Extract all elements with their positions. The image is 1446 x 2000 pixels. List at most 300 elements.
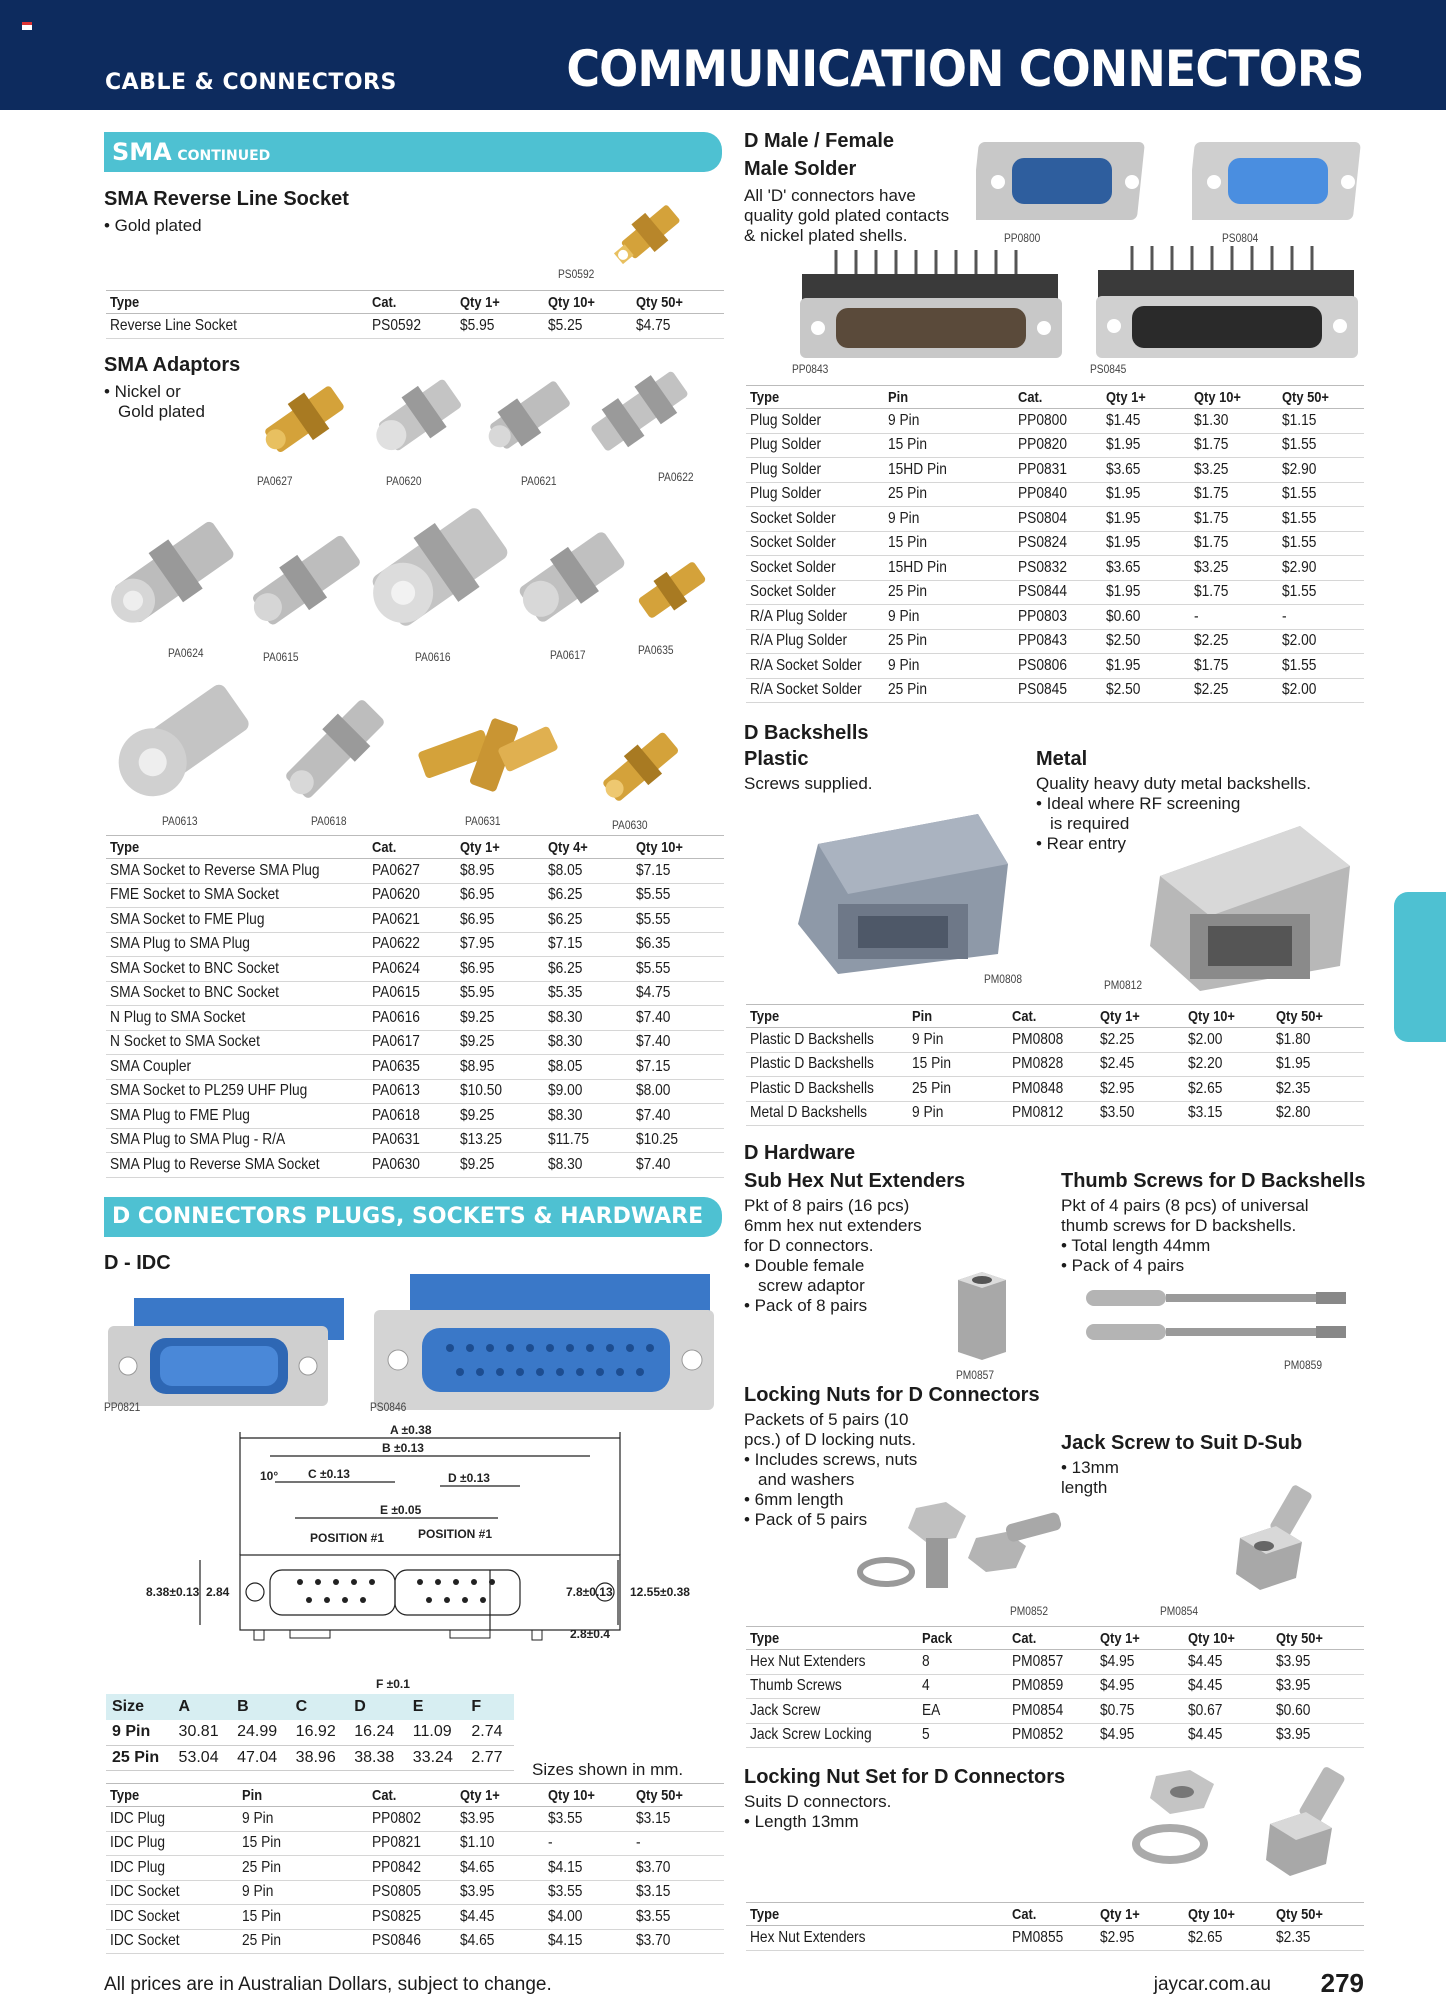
table-cell: R/A Plug Solder (746, 605, 884, 630)
side-tab (1394, 892, 1446, 1042)
table-cell: PM0828 (1008, 1052, 1096, 1077)
size-cell: 9 Pin (106, 1720, 173, 1745)
table-cell: 9 Pin (908, 1028, 1008, 1053)
table-cell: $2.95 (1096, 1077, 1184, 1102)
table-cell: $2.50 (1102, 629, 1190, 654)
table-cell: $7.40 (632, 1153, 724, 1178)
table-cell: $2.50 (1102, 678, 1190, 703)
plastic-backshell-image (778, 804, 1018, 984)
section-title: CABLE & CONNECTORS (105, 70, 397, 95)
table-cell: PP0820 (1014, 433, 1102, 458)
table-cell: Thumb Screws (746, 1674, 918, 1699)
caption-pa0617: PA0617 (550, 648, 586, 662)
table-cell: $2.20 (1184, 1052, 1272, 1077)
table-cell: $4.95 (1096, 1674, 1184, 1699)
table-cell: N Socket to SMA Socket (106, 1030, 368, 1055)
table-cell: $8.05 (544, 1055, 632, 1080)
hardware-table: Type Pack Cat. Qty 1+ Qty 10+ Qty 50+ Hex Nut Extenders 8 PM0857 $4.95 $4.45 $3.95 Thumb Screws 4 PM0859 $4.95 $4.45 $3.95 Jack Screw EA PM0854 $0.75 $0.67 $0.60 Jack Screw Locking 5 PM0852 $4.95 $4.45 $3.95 (746, 1626, 1364, 1748)
svg-text:8.38±0.13: 8.38±0.13 (146, 1585, 200, 1599)
table-cell: - (544, 1831, 632, 1856)
svg-text:POSITION #1: POSITION #1 (418, 1527, 493, 1541)
adaptor-image-pa0616 (365, 492, 515, 642)
size-row (106, 1720, 514, 1745)
table-cell: $1.55 (1278, 580, 1364, 605)
table-row (106, 932, 724, 957)
table-row (746, 556, 1364, 581)
d-plug-image-pp0800 (976, 132, 1150, 228)
adaptor-image-pa0635 (632, 550, 712, 630)
size-cell: 38.96 (290, 1745, 349, 1770)
table-cell: $7.95 (456, 932, 544, 957)
lock-nut-set-desc: Suits D connectors. • Length 13mm (744, 1792, 892, 1831)
jack-screw-image (1220, 1482, 1340, 1598)
table-cell: $5.95 (456, 314, 544, 339)
table-row (106, 1128, 724, 1153)
table-cell: Plastic D Backshells (746, 1052, 908, 1077)
adaptor-image-pa0622 (580, 352, 700, 472)
table-row (106, 1905, 724, 1930)
footer-disclaimer: All prices are in Australian Dollars, subject to change. (104, 1974, 552, 1995)
table-cell: $6.35 (632, 932, 724, 957)
backshells-plastic-desc: Screws supplied. (744, 774, 873, 793)
table-cell: 9 Pin (238, 1807, 368, 1832)
table-cell: $6.25 (544, 957, 632, 982)
table-row (746, 1926, 1364, 1951)
lock-nut-set-image (1110, 1764, 1370, 1894)
caption-ps0846: PS0846 (370, 1400, 407, 1414)
table-cell: Socket Solder (746, 507, 884, 532)
table-cell: $1.95 (1102, 654, 1190, 679)
table-cell: PA0631 (368, 1128, 456, 1153)
adaptor-image-pa0615 (242, 516, 372, 646)
table-cell: $0.67 (1184, 1699, 1272, 1724)
svg-text:10°: 10° (260, 1469, 279, 1483)
caption-ps0592: PS0592 (558, 267, 595, 281)
svg-text:2.84: 2.84 (206, 1585, 230, 1599)
table-cell: PP0842 (368, 1856, 456, 1881)
table-cell: $2.65 (1184, 1926, 1272, 1951)
table-cell: $2.00 (1278, 629, 1364, 654)
table-cell: Hex Nut Extenders (746, 1650, 918, 1675)
sma-reverse-table: Type Cat. Qty 1+ Qty 10+ Qty 50+ Reverse Line Socket PS0592 $5.95 $5.25 $4.75 (106, 290, 724, 339)
caption-pm0812: PM0812 (1104, 978, 1142, 992)
dmale-subtitle: Male Solder (744, 158, 857, 180)
size-cell: 47.04 (231, 1745, 290, 1770)
table-cell: 15 Pin (908, 1052, 1008, 1077)
table-cell: $8.30 (544, 1030, 632, 1055)
table-cell: Socket Solder (746, 556, 884, 581)
caption-pp0843: PP0843 (792, 362, 829, 376)
table-cell: SMA Socket to Reverse SMA Plug (106, 859, 368, 884)
d-ra-socket-image-ps0845 (1092, 242, 1362, 362)
lock-nut-set-table: Type Cat. Qty 1+ Qty 10+ Qty 50+ Hex Nut Extenders PM0855 $2.95 $2.65 $2.35 (746, 1902, 1364, 1951)
table-cell: $4.95 (1096, 1650, 1184, 1675)
table-cell: 8 (918, 1650, 1008, 1675)
svg-text:C ±0.13: C ±0.13 (308, 1467, 350, 1481)
table-row (106, 1807, 724, 1832)
table-cell: 9 Pin (884, 507, 1014, 532)
thumb-screws-desc: Pkt of 4 pairs (8 pcs) of universal thumb screws for D backshells. • Total length 44mm • Pack of 4 pairs (1061, 1196, 1309, 1275)
table-cell: 25 Pin (884, 580, 1014, 605)
table-cell: $7.40 (632, 1104, 724, 1129)
adaptor-image-pa0624 (104, 502, 244, 642)
adaptor-image-pa0617 (512, 512, 632, 642)
table-cell: $3.95 (1272, 1674, 1364, 1699)
table-cell: PM0812 (1008, 1101, 1096, 1126)
adaptor-image-pa0630 (590, 716, 690, 816)
table-cell: $2.90 (1278, 458, 1364, 483)
table-cell: $6.95 (456, 957, 544, 982)
idc-table: Type Pin Cat. Qty 1+ Qty 10+ Qty 50+ IDC Plug 9 Pin PP0802 $3.95 $3.55 $3.15 IDC Plug 15 Pin PP0821 $1.10 - - IDC Plug 25 Pin PP0842 $4.65 $4.15 $3.70 IDC Socket 9 Pin PS0805 $3.95 $3.55 $3.15 IDC Socket 15 Pin PS0825 $4.45 $4.00 $3.55 IDC Socket 25 Pin PS0846 $4.65 $4.15 $3.70 (106, 1783, 724, 1954)
size-cell: 24.99 (231, 1720, 290, 1745)
locking-nuts-title: Locking Nuts for D Connectors (744, 1384, 1040, 1406)
table-row (106, 1055, 724, 1080)
table-row (746, 1101, 1364, 1126)
table-cell: PS0824 (1014, 531, 1102, 556)
table-cell: 15 Pin (238, 1905, 368, 1930)
table-cell: - (632, 1831, 724, 1856)
table-cell: $3.25 (1190, 556, 1278, 581)
table-cell: Plug Solder (746, 482, 884, 507)
table-cell: 15 Pin (884, 433, 1014, 458)
table-row (746, 1028, 1364, 1053)
table-cell: SMA Socket to FME Plug (106, 908, 368, 933)
table-cell: $2.80 (1272, 1101, 1364, 1126)
table-cell: 9 Pin (884, 409, 1014, 434)
table-cell: IDC Socket (106, 1929, 238, 1954)
flag-icon (22, 22, 32, 30)
table-cell: $4.65 (456, 1929, 544, 1954)
table-cell: SMA Plug to SMA Plug - R/A (106, 1128, 368, 1153)
table-cell: $6.95 (456, 883, 544, 908)
table-cell: PA0620 (368, 883, 456, 908)
table-cell: $1.55 (1278, 433, 1364, 458)
table-cell: $1.75 (1190, 482, 1278, 507)
table-cell: $7.15 (544, 932, 632, 957)
table-cell: $4.15 (544, 1929, 632, 1954)
table-cell: $9.25 (456, 1104, 544, 1129)
svg-text:2.8±0.4: 2.8±0.4 (570, 1627, 610, 1641)
table-row (106, 314, 724, 339)
table-cell: IDC Socket (106, 1880, 238, 1905)
table-cell: 9 Pin (884, 654, 1014, 679)
idc-socket-image (370, 1262, 720, 1422)
table-cell: $4.65 (456, 1856, 544, 1881)
table-cell: PP0831 (1014, 458, 1102, 483)
footer-site-link[interactable]: jaycar.com.au (1153, 1974, 1271, 1995)
table-cell: PP0803 (1014, 605, 1102, 630)
locking-nuts-image (856, 1498, 1066, 1608)
table-cell: PS0844 (1014, 580, 1102, 605)
table-cell: PS0846 (368, 1929, 456, 1954)
table-cell: $8.95 (456, 859, 544, 884)
table-cell: PS0832 (1014, 556, 1102, 581)
table-cell: $1.55 (1278, 482, 1364, 507)
table-cell: $8.30 (544, 1153, 632, 1178)
hex-extenders-title: Sub Hex Nut Extenders (744, 1170, 966, 1192)
table-row (746, 531, 1364, 556)
table-row (746, 1674, 1364, 1699)
caption-pa0627: PA0627 (257, 474, 293, 488)
table-cell: PM0854 (1008, 1699, 1096, 1724)
table-cell: $1.95 (1102, 531, 1190, 556)
adaptor-image-pa0621 (475, 360, 585, 470)
caption-pa0621: PA0621 (521, 474, 557, 488)
table-cell: R/A Plug Solder (746, 629, 884, 654)
table-cell: 25 Pin (884, 629, 1014, 654)
table-cell: FME Socket to SMA Socket (106, 883, 368, 908)
table-row (746, 507, 1364, 532)
table-row (106, 1929, 724, 1954)
svg-text:D ±0.13: D ±0.13 (448, 1471, 490, 1485)
table-cell: PP0800 (1014, 409, 1102, 434)
size-cell: 33.24 (407, 1745, 466, 1770)
table-cell: SMA Socket to BNC Socket (106, 981, 368, 1006)
size-cell: 2.74 (465, 1720, 514, 1745)
table-cell: $4.75 (632, 314, 724, 339)
table-cell: PA0618 (368, 1104, 456, 1129)
table-cell: 9 Pin (884, 605, 1014, 630)
table-cell: $7.40 (632, 1030, 724, 1055)
table-row (746, 678, 1364, 703)
table-cell: $9.25 (456, 1153, 544, 1178)
table-cell: $1.55 (1278, 654, 1364, 679)
svg-text:F ±0.1: F ±0.1 (376, 1677, 410, 1690)
caption-pa0613: PA0613 (162, 814, 198, 828)
table-cell: 4 (918, 1674, 1008, 1699)
metal-backshell-image (1130, 806, 1366, 996)
table-cell: PA0630 (368, 1153, 456, 1178)
table-cell: $3.15 (632, 1807, 724, 1832)
size-cell: 30.81 (173, 1720, 232, 1745)
table-cell: $0.75 (1096, 1699, 1184, 1724)
svg-text:7.8±0.13: 7.8±0.13 (566, 1585, 613, 1599)
table-cell: $1.10 (456, 1831, 544, 1856)
table-cell: $2.25 (1096, 1028, 1184, 1053)
table-cell: PP0840 (1014, 482, 1102, 507)
table-cell: $7.15 (632, 859, 724, 884)
table-row (106, 1079, 724, 1104)
table-cell: Plug Solder (746, 409, 884, 434)
table-cell: PA0627 (368, 859, 456, 884)
table-cell: $9.25 (456, 1006, 544, 1031)
table-cell: PA0616 (368, 1006, 456, 1031)
table-cell: $4.45 (1184, 1723, 1272, 1748)
table-row (746, 654, 1364, 679)
table-cell: PS0825 (368, 1905, 456, 1930)
table-cell: $2.25 (1190, 629, 1278, 654)
caption-pa0622: PA0622 (658, 470, 694, 484)
table-cell: $8.05 (544, 859, 632, 884)
table-cell: Socket Solder (746, 531, 884, 556)
sma-reverse-socket-image (600, 186, 700, 276)
table-cell: $1.95 (1102, 433, 1190, 458)
table-row (746, 1650, 1364, 1675)
page-title: COMMUNICATION CONNECTORS (566, 40, 1364, 98)
table-cell: $4.95 (1096, 1723, 1184, 1748)
caption-pm0859: PM0859 (1284, 1358, 1322, 1372)
table-cell: $4.00 (544, 1905, 632, 1930)
hex-nut-extender-image (946, 1268, 1018, 1364)
caption-pm0857: PM0857 (956, 1368, 994, 1382)
idc-dimension-drawing (140, 1420, 700, 1690)
table-cell: $3.25 (1190, 458, 1278, 483)
table-cell: $5.55 (632, 883, 724, 908)
table-cell: R/A Socket Solder (746, 678, 884, 703)
sma-adaptors-table: Type Cat. Qty 1+ Qty 4+ Qty 10+ SMA Socket to Reverse SMA Plug PA0627 $8.95 $8.05 $7.15 FME Socket to SMA Socket PA0620 $6.95 $6.25 $5.55 SMA Socket to FME Plug PA0621 $6.95 $6.25 $5.55 SMA Plug to SMA Plug PA0622 $7.95 $7.15 $6.35 SMA Socket to BNC Socket PA0624 $6.95 $6.25 $5.55 SMA Socket to BNC Socket PA0615 $5.95 $5.35 $4.75 N Plug to SMA Socket PA0616 $9.25 $8.30 $7.40 N Socket to SMA Socket PA0617 $9.25 $8.30 $7.40 SMA Coupler PA0635 $8.95 $8.05 $7.15 SMA Socket to PL259 UHF Plug PA0613 $10.50 $9.00 $8.00 SMA Plug to FME Plug PA0618 $9.25 $8.30 $7.40 SMA Plug to SMA Plug - R/A PA0631 $13.25 $11.75 $10.25 SMA Plug to Reverse SMA Socket PA0630 $9.25 $8.30 $7.40 (106, 835, 724, 1178)
table-cell: 25 Pin (908, 1077, 1008, 1102)
d-connectors-banner: D CONNECTORS PLUGS, SOCKETS & HARDWARE (104, 1197, 722, 1237)
table-cell: $1.95 (1102, 507, 1190, 532)
table-cell: 15HD Pin (884, 556, 1014, 581)
caption-pa0624: PA0624 (168, 646, 204, 660)
table-cell: $3.50 (1096, 1101, 1184, 1126)
table-cell: $3.55 (544, 1880, 632, 1905)
thumb-screws-title: Thumb Screws for D Backshells (1061, 1170, 1366, 1192)
hex-extenders-desc: Pkt of 8 pairs (16 pcs) 6mm hex nut extenders for D connectors. • Double female screw adaptor • Pack of 8 pairs (744, 1196, 922, 1315)
table-cell: 5 (918, 1723, 1008, 1748)
table-cell: Reverse Line Socket (106, 314, 368, 339)
table-cell: $6.25 (544, 883, 632, 908)
table-cell: $9.25 (456, 1030, 544, 1055)
table-cell: PA0621 (368, 908, 456, 933)
table-cell: $2.25 (1190, 678, 1278, 703)
caption-pa0620: PA0620 (386, 474, 422, 488)
table-cell: PA0617 (368, 1030, 456, 1055)
table-cell: Socket Solder (746, 580, 884, 605)
table-cell: $5.55 (632, 957, 724, 982)
table-row (106, 1831, 724, 1856)
d-socket-image-ps0804 (1192, 132, 1366, 228)
caption-pm0854: PM0854 (1160, 1604, 1198, 1618)
table-cell: $10.50 (456, 1079, 544, 1104)
table-cell: $4.45 (1184, 1650, 1272, 1675)
table-cell: $1.80 (1272, 1028, 1364, 1053)
idc-size-table: Size A B C D E F 9 Pin 30.81 24.99 16.92 16.24 11.09 2.74 25 Pin 53.04 47.04 38.96 38.38 33.24 2.77 (106, 1694, 514, 1771)
dmale-table: Type Pin Cat. Qty 1+ Qty 10+ Qty 50+ Plug Solder 9 Pin PP0800 $1.45 $1.30 $1.15 Plug Solder 15 Pin PP0820 $1.95 $1.75 $1.55 Plug Solder 15HD Pin PP0831 $3.65 $3.25 $2.90 Plug Solder 25 Pin PP0840 $1.95 $1.75 $1.55 Socket Solder 9 Pin PS0804 $1.95 $1.75 $1.55 Socket Solder 15 Pin PS0824 $1.95 $1.75 $1.55 Socket Solder 15HD Pin PS0832 $3.65 $3.25 $2.90 Socket Solder 25 Pin PS0844 $1.95 $1.75 $1.55 R/A Plug Solder 9 Pin PP0803 $0.60 - - R/A Plug Solder 25 Pin PP0843 $2.50 $2.25 $2.00 R/A Socket Solder 9 Pin PS0806 $1.95 $1.75 $1.55 R/A Socket Solder 25 Pin PS0845 $2.50 $2.25 $2.00 (746, 385, 1364, 703)
table-cell: $3.70 (632, 1929, 724, 1954)
table-cell: IDC Plug (106, 1831, 238, 1856)
size-cell: 16.92 (290, 1720, 349, 1745)
table-cell: $8.30 (544, 1006, 632, 1031)
table-cell: Plastic D Backshells (746, 1028, 908, 1053)
table-cell: $3.95 (456, 1807, 544, 1832)
table-cell: PM0852 (1008, 1723, 1096, 1748)
table-cell: Plug Solder (746, 433, 884, 458)
caption-ps0804: PS0804 (1222, 231, 1259, 245)
page-header (0, 0, 1446, 110)
table-cell: $2.00 (1278, 678, 1364, 703)
table-cell: $6.95 (456, 908, 544, 933)
locking-nuts-desc: Packets of 5 pairs (10 pcs.) of D locking nuts. • Includes screws, nuts and washers • 6mm length • Pack of 5 pairs (744, 1410, 918, 1529)
table-row (746, 1723, 1364, 1748)
table-cell: $1.95 (1102, 482, 1190, 507)
table-row (106, 981, 724, 1006)
svg-text:12.55±0.38: 12.55±0.38 (630, 1585, 690, 1599)
jack-screw-desc: • 13mm length (1061, 1458, 1119, 1497)
table-cell: SMA Plug to SMA Plug (106, 932, 368, 957)
adaptor-image-pa0631 (410, 700, 560, 810)
table-cell: 15 Pin (238, 1831, 368, 1856)
sma-reverse-bullet: • Gold plated (104, 216, 202, 235)
table-cell: $3.95 (1272, 1650, 1364, 1675)
table-cell: 15HD Pin (884, 458, 1014, 483)
table-cell: SMA Socket to BNC Socket (106, 957, 368, 982)
caption-pm0852: PM0852 (1010, 1604, 1048, 1618)
table-cell: 9 Pin (238, 1880, 368, 1905)
size-cell: 16.24 (348, 1720, 407, 1745)
table-cell: $8.30 (544, 1104, 632, 1129)
backshells-table: Type Pin Cat. Qty 1+ Qty 10+ Qty 50+ Plastic D Backshells 9 Pin PM0808 $2.25 $2.00 $1.80 Plastic D Backshells 15 Pin PM0828 $2.45 $2.20 $1.95 Plastic D Backshells 25 Pin PM0848 $2.95 $2.65 $2.35 Metal D Backshells 9 Pin PM0812 $3.50 $3.15 $2.80 (746, 1004, 1364, 1126)
table-cell: $1.95 (1272, 1052, 1364, 1077)
caption-pa0616: PA0616 (415, 650, 451, 664)
table-cell: PP0843 (1014, 629, 1102, 654)
table-cell: - (1278, 605, 1364, 630)
table-cell: IDC Plug (106, 1807, 238, 1832)
table-row (746, 605, 1364, 630)
table-cell: $4.15 (544, 1856, 632, 1881)
table-cell: PS0845 (1014, 678, 1102, 703)
table-cell: $3.15 (1184, 1101, 1272, 1126)
page-number: 279 (1320, 1968, 1364, 1998)
svg-text:POSITION #1: POSITION #1 (310, 1531, 385, 1545)
table-cell: $5.55 (632, 908, 724, 933)
table-cell: $2.35 (1272, 1926, 1364, 1951)
idc-size-note: Sizes shown in mm. (532, 1760, 684, 1779)
table-cell: PM0859 (1008, 1674, 1096, 1699)
table-row (106, 908, 724, 933)
dmale-desc: All 'D' connectors have quality gold plated contacts & nickel plated shells. (744, 186, 950, 245)
table-cell: 25 Pin (884, 678, 1014, 703)
table-cell: $1.75 (1190, 531, 1278, 556)
hardware-title: D Hardware (744, 1142, 856, 1164)
sma-banner-sub: CONTINUED (177, 148, 271, 164)
table-row (106, 1856, 724, 1881)
table-cell: 25 Pin (884, 482, 1014, 507)
size-cell: 11.09 (407, 1720, 466, 1745)
table-cell: $5.95 (456, 981, 544, 1006)
table-row (106, 1030, 724, 1055)
table-cell: $2.65 (1184, 1077, 1272, 1102)
table-cell: $1.30 (1190, 409, 1278, 434)
table-row (106, 1153, 724, 1178)
size-cell: 38.38 (348, 1745, 407, 1770)
table-cell: $2.45 (1096, 1052, 1184, 1077)
table-cell: PA0613 (368, 1079, 456, 1104)
caption-pa0618: PA0618 (311, 814, 347, 828)
caption-pa0630: PA0630 (612, 818, 648, 832)
table-cell: $2.90 (1278, 556, 1364, 581)
table-cell: $10.25 (632, 1128, 724, 1153)
caption-pa0615: PA0615 (263, 650, 299, 664)
table-cell: $1.75 (1190, 580, 1278, 605)
table-cell: $0.60 (1272, 1699, 1364, 1724)
table-cell: Hex Nut Extenders (746, 1926, 1008, 1951)
backshells-title: D Backshells (744, 722, 869, 744)
table-cell: $5.35 (544, 981, 632, 1006)
table-cell: EA (918, 1699, 1008, 1724)
table-cell: PP0802 (368, 1807, 456, 1832)
table-cell: 25 Pin (238, 1929, 368, 1954)
caption-ps0845: PS0845 (1090, 362, 1127, 376)
idc-plug-image (104, 1278, 354, 1418)
sma-reverse-title: SMA Reverse Line Socket (104, 188, 349, 210)
table-cell: PP0821 (368, 1831, 456, 1856)
table-cell: $2.95 (1096, 1926, 1184, 1951)
table-cell: 25 Pin (238, 1856, 368, 1881)
table-row (746, 629, 1364, 654)
table-row (746, 482, 1364, 507)
